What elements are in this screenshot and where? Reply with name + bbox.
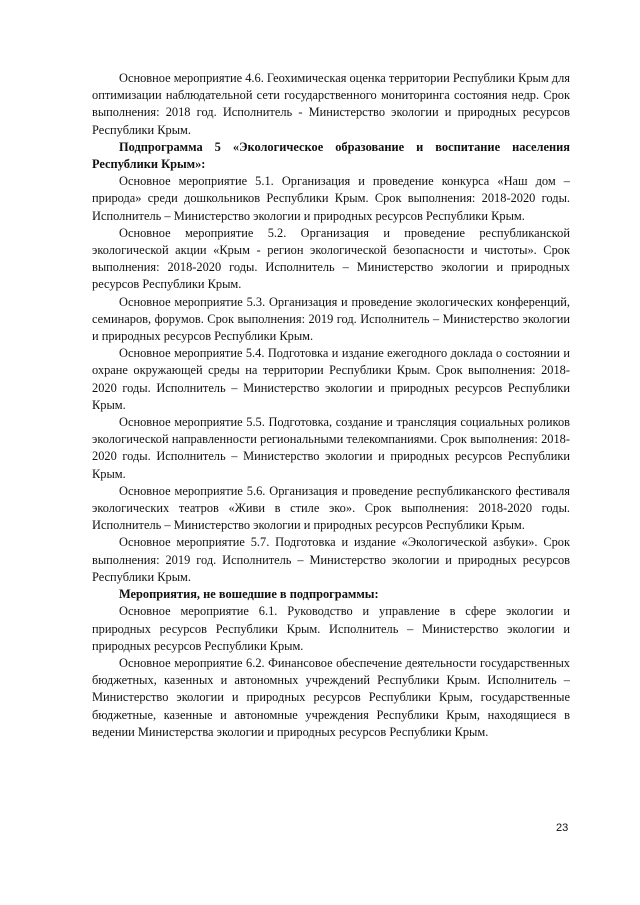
paragraph-measure-5-6: Основное мероприятие 5.6. Организация и проведение республиканского фестиваля экологических театров «Живи в стиле эко». Срок выполнения: 2018-2020 годы. Исполнитель – Министерство экологии и природных ресурсов Республики Крым. xyxy=(92,483,570,533)
paragraph-measure-5-1: Основное мероприятие 5.1. Организация и проведение конкурса «Наш дом – природа» среди дошкольников Республики Крым. Срок выполнения: 2018-2020 годы. Исполнитель – Министерство экологии и природных ресурсов Республики Крым. xyxy=(92,174,570,223)
paragraph-measure-4-6: Основное мероприятие 4.6. Геохимическая оценка территории Республики Крым для оптимизации наблюдательной сети государственного мониторинга состояния недр. Срок выполнения: 2018 год. Исполнитель - Министерство экологии и природных ресурсов Республики Крым. xyxy=(92,71,570,137)
page-number: 23 xyxy=(556,822,569,834)
heading-subprogram-5: Подпрограмма 5 «Экологическое образование и воспитание населения Республики Крым»: xyxy=(92,139,570,172)
heading-other-measures: Мероприятия, не вошедшие в подпрограммы: xyxy=(119,587,379,602)
paragraph-measure-5-5: Основное мероприятие 5.5. Подготовка, создание и трансляция социальных роликов экологической направленности региональными телекомпаниями. Срок выполнения: 2018-2020 годы. Исполнитель – Министерство экологии и природных ресурсов Республики Крым. xyxy=(92,415,570,481)
paragraph-measure-5-7: Основное мероприятие 5.7. Подготовка и издание «Экологической азбуки». Срок выполнения: 2019 год. Исполнитель – Министерство экологии и природных ресурсов Республики Крым. xyxy=(92,535,570,584)
document-body xyxy=(92,70,570,741)
paragraph-measure-6-1: Основное мероприятие 6.1. Руководство и управление в сфере экологии и природных ресурсов Республики Крым. Исполнитель – Министерство экологии и природных ресурсов Республики Крым. xyxy=(92,604,570,653)
paragraph-measure-5-2: Основное мероприятие 5.2. Организация и проведение республиканской экологической акции «Крым - регион экологической безопасности и чистоты». Срок выполнения: 2018-2020 годы. Исполнитель – Министерство экологии и природных ресурсов Республики Крым. xyxy=(92,225,570,292)
paragraph-measure-5-4: Основное мероприятие 5.4. Подготовка и издание ежегодного доклада о состоянии и охране окружающей среды на территории Республики Крым. Срок выполнения: 2018-2020 годы. Исполнитель – Министерство экологии и природных ресурсов Республики Крым. xyxy=(92,346,570,412)
paragraph-measure-6-2: Основное мероприятие 6.2. Финансовое обеспечение деятельности государственных бюджетных, казенных и автономных учреждений Республики Крым. Исполнитель – Министерство экологии и природных ресурсов Республики Крым, государственные бюджетные, казенные и автономные учреждения Республики Крым, находящиеся в ведении Министерства экологии и природных ресурсов Республики Крым. xyxy=(92,655,570,739)
paragraph-measure-5-3: Основное мероприятие 5.3. Организация и проведение экологических конференций, семинаров, форумов. Срок выполнения: 2019 год. Исполнитель – Министерство экологии и природных ресурсов Республики Крым. xyxy=(92,294,570,344)
